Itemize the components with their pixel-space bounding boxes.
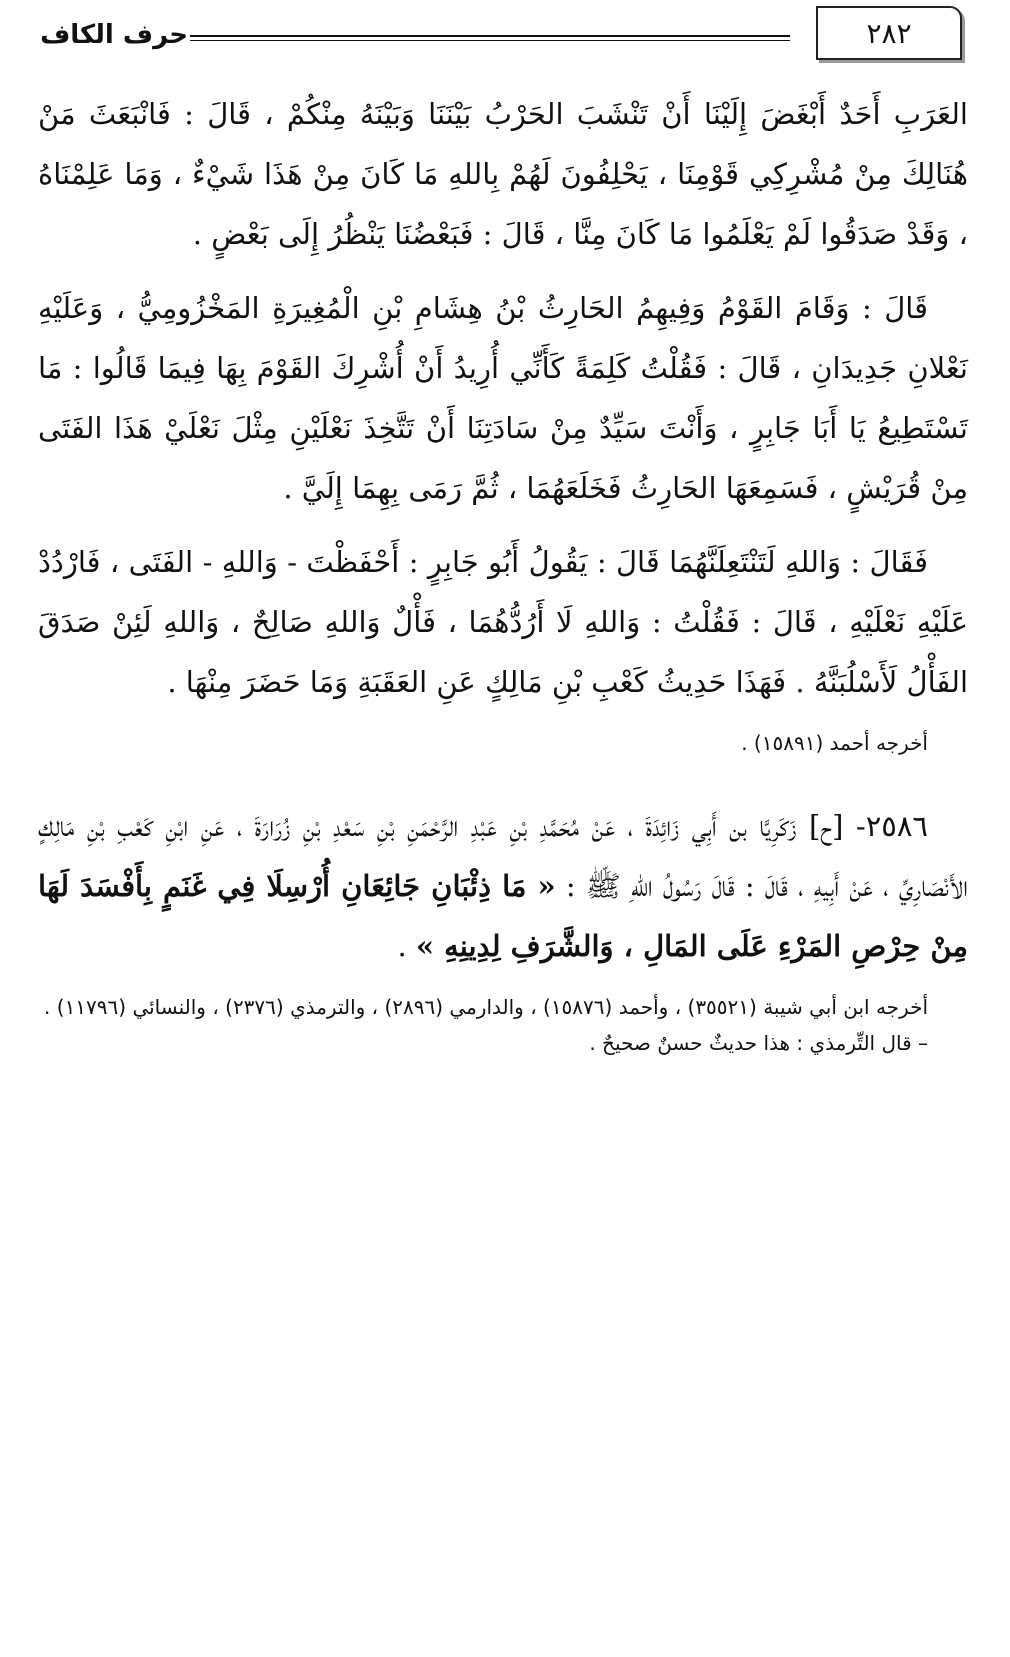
reference-2: أخرجه ابن أبي شيبة (٣٥٥٢١) ، وأحمد (١٥٨٧٦) ، والدارمي (٢٨٩٦) ، والترمذي (٢٣٧٦) ، والنسائي (١١٧٩٦) . (44, 995, 928, 1019)
page-content (38, 84, 968, 1060)
hadith-end: . (397, 929, 416, 963)
reference-3: – قال التِّرمذي : هذا حديثٌ حسنٌ صحيحٌ . (589, 1031, 928, 1055)
header-rule (190, 35, 790, 41)
page-header (34, 6, 962, 62)
page-number: ٢٨٢ (816, 6, 962, 60)
hadith-2586 (38, 796, 968, 976)
hadith-isnad: ٢٥٨٦- [ح] زَكَرِيَّا بن أَبِي زَائِدَةَ ، عَنْ مُحَمَّدِ بْنِ عَبْدِ الرَّحْمَنِ بْنِ سَعْدِ بْنِ زُرَارَةَ ، عَنِ ابْنِ كَعْبِ بْنِ مَالِكٍ الأَنْصَارِيِّ ، عَنْ أَبِيهِ ، قَالَ : قَالَ رَسُولُ اللهِ ﷺ : (38, 809, 968, 903)
chapter-title: حرف الكاف (40, 20, 188, 50)
paragraph-3: فَقَالَ : وَاللهِ لَتَنْتَعِلَنَّهُمَا قَالَ : يَقُولُ أَبُو جَابِرٍ : أَحْفَظْتَ - وَاللهِ - الفَتَى ، فَارْدُدْ عَلَيْهِ نَعْلَيْهِ ، قَالَ : فَقُلْتُ : وَاللهِ لَا أَرُدُّهُمَا ، فَأْلٌ وَاللهِ صَالِحٌ ، وَاللهِ لَئِنْ صَدَقَ الفَأْلُ لَأَسْلُبَنَّهُ . فَهَذَا حَدِيثُ كَعْبِ بْنِ مَالِكٍ عَنِ العَقَبَةِ وَمَا حَضَرَ مِنْهَا . (38, 545, 968, 699)
section-gap (38, 760, 968, 796)
reference-1: أخرجه أحمد (١٥٨٩١) . (741, 731, 928, 755)
paragraph-1: العَرَبِ أَحَدٌ أَبْغَضَ إِلَيْنَا أَنْ تَنْشَبَ الحَرْبُ بَيْنَنَا وَبَيْنَهُ مِنْكُمْ ، قَالَ : فَانْبَعَثَ مَنْ هُنَالِكَ مِنْ مُشْرِكِي قَوْمِنَا ، يَحْلِفُونَ لَهُمْ بِاللهِ مَا كَانَ مِنْ هَذَا شَيْءٌ ، وَمَا عَلِمْنَاهُ ، وَقَدْ صَدَقُوا لَمْ يَعْلَمُوا مَا كَانَ مِنَّا ، قَالَ : فَبَعْضُنَا يَنْظُرُ إِلَى بَعْضٍ . (38, 97, 968, 251)
paragraph-2: قَالَ : وَقَامَ القَوْمُ وَفِيهِمُ الحَارِثُ بْنُ هِشَامِ بْنِ الْمُغِيرَةِ المَخْزُومِيُّ ، وَعَلَيْهِ نَعْلانِ جَدِيدَانِ ، قَالَ : فَقُلْتُ كَلِمَةً كَأَنِّي أُرِيدُ أَنْ أُشْرِكَ القَوْمَ بِهَا فِيمَا قَالُوا : مَا تَسْتَطِيعُ يَا أَبَا جَابِرٍ ، وَأَنْتَ سَيِّدٌ مِنْ سَادَتِنَا أَنْ تَتَّخِذَ نَعْلَيْنِ مِثْلَ نَعْلَيْ هَذَا الفَتَى مِنْ قُرَيْشٍ ، فَسَمِعَهَا الحَارِثُ فَخَلَعَهُمَا ، ثُمَّ رَمَى بِهِمَا إِلَيَّ . (38, 291, 968, 505)
hadith-matn: « مَا ذِئْبَانِ جَائِعَانِ أُرْسِلَا فِي غَنَمٍ بِأَفْسَدَ لَهَا مِنْ حِرْصِ المَرْءِ عَلَى المَالِ ، وَالشَّرَفِ لِدِينِهِ » (38, 869, 968, 963)
